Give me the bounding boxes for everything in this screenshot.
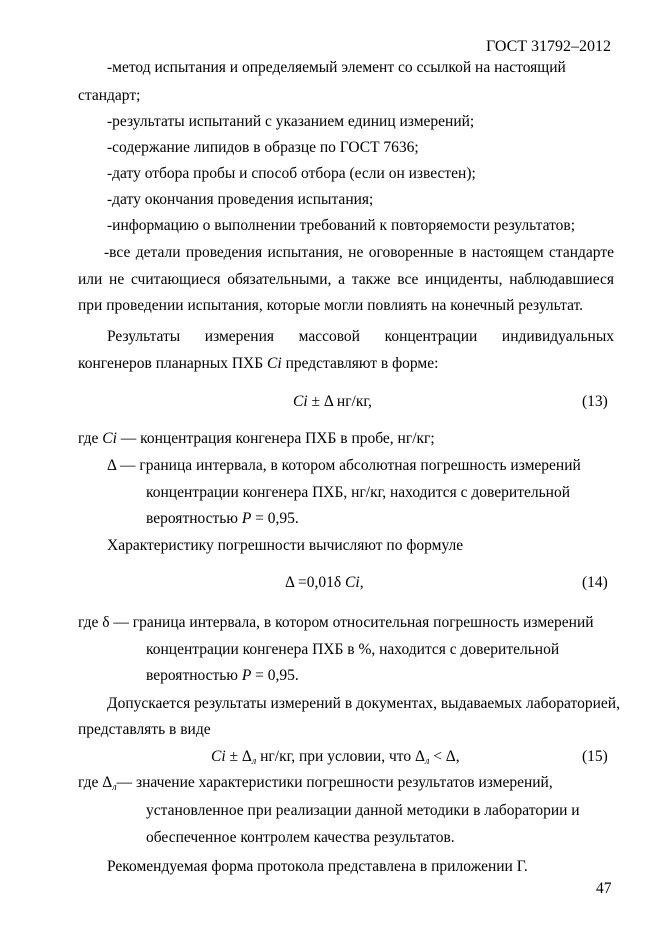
variable-ci: Ci bbox=[267, 355, 282, 372]
list-item: при проведении испытания, которые могли повлиять на конечный результат. bbox=[78, 297, 584, 314]
variable-p: P bbox=[241, 510, 252, 527]
results-paragraph-line: Результаты измерения массовой концентрации индивидуальных bbox=[107, 328, 614, 345]
list-item: -дату отбора пробы и способ отбора (если он известен); bbox=[107, 165, 476, 182]
variable-ci: Ci bbox=[102, 430, 117, 447]
equation-15 bbox=[211, 748, 460, 767]
list-item: или не считающиеся обязательными, а также все инциденты, наблюдавшиеся bbox=[78, 271, 614, 288]
subscript: л bbox=[424, 756, 430, 767]
where-line: концентрации конгенера ПХБ в %, находится с доверительной bbox=[146, 641, 560, 658]
where-line bbox=[146, 667, 299, 685]
results-paragraph-line bbox=[78, 355, 438, 373]
equation-text: Δ =0,01δ bbox=[285, 574, 346, 591]
list-item: -все детали проведения испытания, не оговоренные в настоящем стандарте bbox=[104, 244, 614, 261]
text-fragment: — значение характеристики погрешности результатов измерений, bbox=[116, 774, 553, 791]
subscript: л bbox=[251, 756, 257, 767]
text-fragment: где bbox=[78, 430, 103, 447]
equation-number: (15) bbox=[582, 748, 608, 765]
equation-14 bbox=[285, 574, 364, 592]
variable-ci: Ci, bbox=[345, 574, 364, 591]
equation-number: (13) bbox=[582, 393, 608, 410]
list-item: -дату окончания проведения испытания; bbox=[107, 191, 374, 208]
where-line: концентрации конгенера ПХБ, нг/кг, находится с доверительной bbox=[146, 484, 571, 501]
paragraph-line: Характеристику погрешности вычисляют по формуле bbox=[107, 537, 464, 554]
equation-text: < Δ, bbox=[429, 748, 460, 765]
list-item: стандарт; bbox=[78, 87, 141, 104]
equation-number: (14) bbox=[582, 574, 608, 591]
where-line: обеспеченное контролем качества результатов. bbox=[146, 829, 455, 846]
variable-p: P bbox=[241, 667, 252, 684]
list-item: -содержание липидов в образце по ГОСТ 7636; bbox=[107, 139, 419, 156]
list-item: -результаты испытаний с указанием единиц измерений; bbox=[107, 113, 475, 130]
where-line: Δ — граница интервала, в котором абсолютная погрешность измерений bbox=[107, 457, 581, 474]
text-fragment: где Δ bbox=[78, 774, 113, 791]
text-fragment: вероятностью bbox=[146, 510, 242, 527]
equation-13 bbox=[293, 393, 372, 411]
paragraph-line: Рекомендуемая форма протокола представлена в приложении Г. bbox=[107, 858, 528, 875]
paragraph-line: Допускается результаты измерений в документах, выдаваемых лабораторией, bbox=[107, 695, 620, 712]
where-line bbox=[78, 430, 435, 448]
equation-text: нг/кг, при условии, что Δ bbox=[256, 748, 425, 765]
subscript: л bbox=[112, 782, 117, 793]
text-fragment: конгенеров планарных ПХБ bbox=[78, 355, 268, 372]
list-item: -информацию о выполнении требований к повторяемости результатов; bbox=[107, 217, 576, 234]
equation-text: ± Δ нг/кг, bbox=[307, 393, 372, 410]
equation-text: ± Δ bbox=[225, 748, 252, 765]
paragraph-line: представлять в виде bbox=[78, 721, 211, 738]
where-line: где δ — граница интервала, в котором относительная погрешность измерений bbox=[78, 614, 594, 631]
where-line bbox=[146, 510, 299, 528]
where-line: установленное при реализации данной методики в лаборатории и bbox=[146, 802, 580, 819]
variable-ci: Ci bbox=[293, 393, 308, 410]
variable-ci: Ci bbox=[211, 748, 226, 765]
page-number: 47 bbox=[596, 880, 612, 897]
document-header: ГОСТ 31792–2012 bbox=[486, 38, 612, 55]
text-fragment: = 0,95. bbox=[251, 510, 299, 527]
text-fragment: — концентрация конгенера ПХБ в пробе, нг/кг; bbox=[116, 430, 435, 447]
list-item: -метод испытания и определяемый элемент со ссылкой на настоящий bbox=[107, 59, 566, 76]
text-fragment: вероятностью bbox=[146, 667, 242, 684]
text-fragment: представляют в форме: bbox=[281, 355, 439, 372]
text-fragment: = 0,95. bbox=[251, 667, 299, 684]
where-line bbox=[78, 774, 553, 793]
